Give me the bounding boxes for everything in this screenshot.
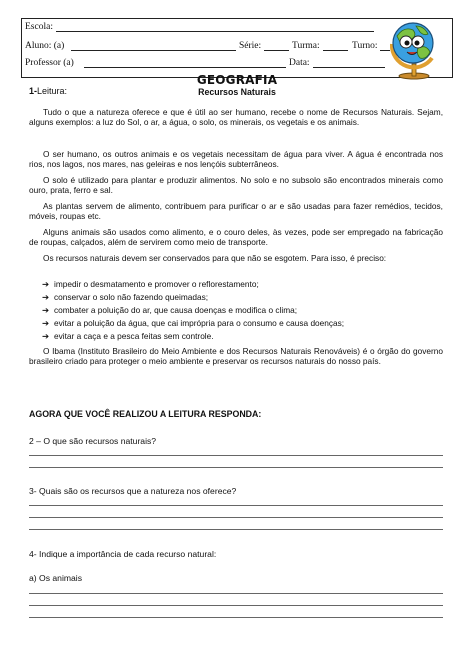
answer-line[interactable]: [29, 467, 443, 468]
answer-line[interactable]: [29, 517, 443, 518]
globe-mascot-icon: [380, 14, 446, 80]
answer-line[interactable]: [29, 593, 443, 594]
paragraph-closing: O Ibama (Instituto Brasileiro do Meio Ambiente e dos Recursos Naturais Renováveis) é o órgão do governo brasileiro criado para proteger o meio ambiente e preservar os recursos naturais do nosso país.: [29, 346, 443, 367]
reading-number: 1-: [29, 86, 38, 96]
question-2: 2 – O que são recursos naturais?: [29, 436, 157, 446]
arrow-right-icon: ➔: [42, 305, 49, 315]
paragraph-3: O solo é utilizado para plantar e produzir alimentos. No solo e no subsolo são encontrados minerais como ouro, prata, ferro e sal.: [29, 175, 443, 196]
arrow-right-icon: ➔: [42, 292, 49, 302]
turma-label: Turma:: [292, 41, 320, 51]
professor-label: Professor (a): [25, 58, 74, 68]
answer-line[interactable]: [29, 505, 443, 506]
question-4a: a) Os animais: [29, 573, 83, 583]
questions-heading: AGORA QUE VOCÊ REALIZOU A LEITURA RESPONDA:: [29, 409, 262, 419]
turma-field[interactable]: [323, 50, 348, 51]
reading-subtitle: Recursos Naturais: [198, 87, 276, 97]
answer-line[interactable]: [29, 529, 443, 530]
serie-label: Série:: [239, 41, 262, 51]
data-field[interactable]: [313, 67, 385, 68]
serie-field[interactable]: [264, 50, 289, 51]
paragraph-6: Os recursos naturais devem ser conservados para que não se esgotem. Para isso, é preciso:: [43, 253, 387, 263]
escola-field[interactable]: [56, 31, 374, 32]
paragraph-5: Alguns animais são usados como alimento, e o couro deles, às vezes, pode ser empregado na fabricação de roupas, calçados, além de servirem como meio de transporte.: [29, 227, 443, 248]
arrow-right-icon: ➔: [42, 279, 49, 289]
data-label: Data:: [289, 58, 310, 68]
list-item: ➔ conservar o solo não fazendo queimadas;: [42, 292, 209, 302]
list-item: ➔ evitar a poluição da água, que cai imprópria para o consumo e causa doenças;: [42, 318, 345, 328]
turno-label: Turno:: [352, 41, 378, 51]
list-item: ➔ evitar a caça e a pesca feitas sem controle.: [42, 331, 214, 341]
list-item: ➔ impedir o desmatamento e promover o reflorestamento;: [42, 279, 259, 289]
escola-label: Escola:: [25, 22, 53, 32]
answer-line[interactable]: [29, 455, 443, 456]
page-title: GEOGRAFIA: [196, 73, 278, 87]
professor-field[interactable]: [84, 67, 286, 68]
paragraph-2: O ser humano, os outros animais e os vegetais necessitam de água para viver. A água é encontrada nos rios, nos lagos, nos mares, nas geleiras e nos lençóis subterrâneos.: [29, 149, 443, 170]
question-4: 4- Indique a importância de cada recurso natural:: [29, 549, 217, 559]
answer-line[interactable]: [29, 605, 443, 606]
arrow-right-icon: ➔: [42, 331, 49, 341]
arrow-right-icon: ➔: [42, 318, 49, 328]
question-3: 3- Quais são os recursos que a natureza nos oferece?: [29, 486, 237, 496]
aluno-label: Aluno: (a): [25, 41, 65, 51]
paragraph-4: As plantas servem de alimento, contribuem para purificar o ar e são usadas para fazer remédios, tecidos, móveis, roupas etc.: [29, 201, 443, 222]
answer-line[interactable]: [29, 617, 443, 618]
reading-label-text: Leitura:: [37, 86, 68, 96]
paragraph-1: Tudo o que a natureza oferece e que é útil ao ser humano, recebe o nome de Recursos Naturais. Sejam, alguns exemplos: a luz do Sol, o ar, a água, o solo, os minerais, os vegetais e os animais.: [29, 107, 443, 128]
aluno-field[interactable]: [71, 50, 236, 51]
list-item: ➔ combater a poluição do ar, que causa doenças e modifica o clima;: [42, 305, 298, 315]
